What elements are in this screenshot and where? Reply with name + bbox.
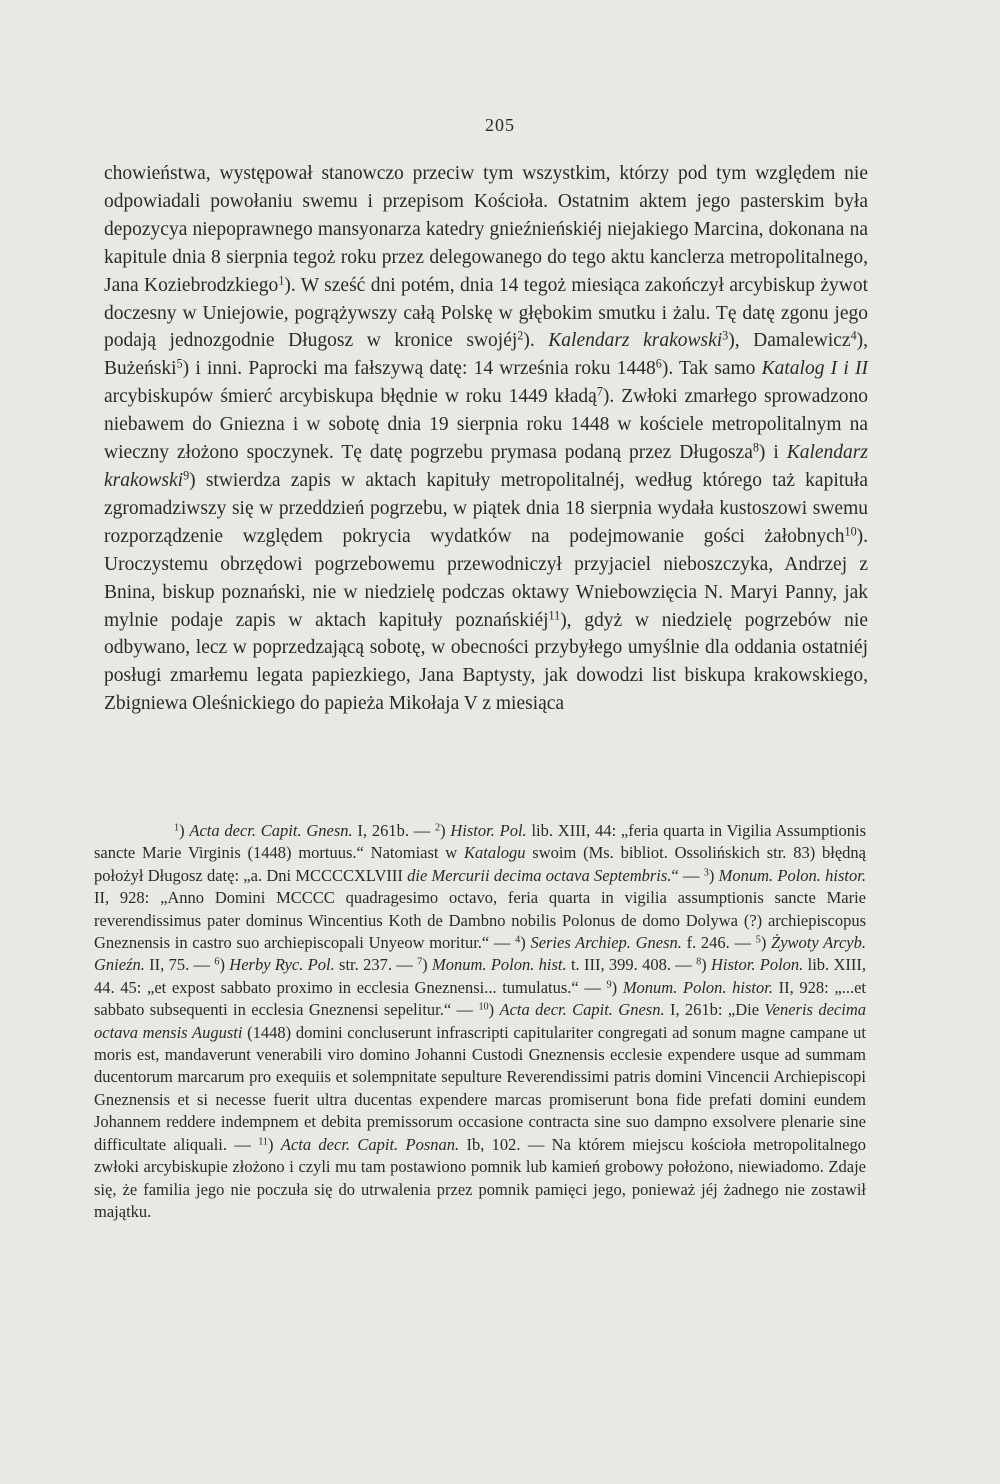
title-italic: Kalendarz krakowski: [104, 442, 868, 491]
footnote-ref: 7: [596, 384, 603, 399]
main-text: [104, 160, 868, 718]
footnote-ref: 1: [278, 272, 285, 287]
footnote-ref: 3: [722, 328, 729, 343]
body-paragraph: chowieństwa, występował stanowczo przeciw tym wszystkim, którzy pod tym względem nie odpowiadali powołaniu swemu i przepisom Kościoła. Ostatnim aktem jego pasterskim była depozycya niepoprawnego mansyonarza katedry gnieźnieńskiéj niejakiego Marcina, dokonana na kapitule dnia 8 sierpnia tegoż roku przez delegowanego do tego aktu kanclerza metropolitalnego, Jana Koziebrodzkiego$^1$). W sześć dni potém, dnia 14 tegoż miesiąca zakończył arcybiskup żywot doczesny w Uniejowie, pogrążywszy całą Polskę w głębokim smutku i żalu. Tę datę zgonu jego podają jednozgodnie Długosz w kronice swojéj$^2$). Kalendarz krakowski$^3$), Damalewicz$^4$), Bużeński$^5$) i inni. Paprocki ma fałszywą datę: 14 września roku 1448$^6$). Tak samo Katalog I i II arcybiskupów śmierć arcybiskupa błędnie w roku 1449 kładą$^7$). Zwłoki zmarłego sprowadzono niebawem do Gniezna i w sobotę dnia 19 sierpnia roku 1448 w kościele metropolitalnym na wieczny złożono spoczynek. Tę datę pogrzebu prymasa podaną przez Długosza$^8$) i Kalendarz krakowski$^9$) stwierdza zapis w aktach kapituły metropolitalnéj, według którego taż kapituła zgromadziwszy się w przeddzień pogrzebu, w piątek dnia 18 sierpnia wydała kustoszowi swemu rozporządzenie względem pokrycia wydatków na podejmowanie gości żałobnych$^{10}$). Uroczystemu obrzędowi pogrzebowemu przewodniczył przyjaciel nieboszczyka, Andrzej z Bnina, biskup poznański, nie w niedzielę podczas oktawy Wniebowzięcia N. Maryi Panny, jak mylnie podaje zapis w aktach kapituły poznańskiéj$^{11}$), gdyż w niedzielę pogrzebów nie odbywano, lecz w poprzedzającą sobotę, w obecności przybyłego umyślnie dla oddania ostatniéj posługi zmarłemu legata papiezkiego, Jana Baptysty, jak dowodzi list biskupa krakowskiego, Zbigniewa Oleśnickiego do papieża Mikołaja V z miesiąca: [104, 163, 868, 715]
footnote-ref: 6: [655, 356, 662, 371]
footnote-ref: 5: [176, 356, 183, 371]
footnote-ref: 4: [850, 328, 857, 343]
footnote-ref: 9: [183, 468, 190, 483]
page-number: 205: [485, 115, 515, 135]
footnote-ref: 10: [844, 524, 857, 539]
footnote-block: $^1$) Acta decr. Capit. Gnesn. I, 261b. — $^2$) Histor. Pol. lib. XIII, 44: „feria quarta in Vigilia Assumptionis sancte Marie Virginis (1448) mortuus.“ Natomiast w Katalogu swoim (Ms. bibliot. Ossolińskich str. 83) błędną położył Długosz datę: „a. Dni MCCCCXLVIII die Mercurii decima octava Septembris.“ — $^3$) Monum. Polon. histor. II, 928: „Anno Domini MCCCC quadragesimo octavo, feria quarta in vigilia assumptionis sancte Marie reverendissimus pater dominus Wincentius Koth de Dambno nobilis Polonus de domo Dolywa (?) archiepiscopus Gneznensis in castro suo archiepiscopali Unyeow moritur.“ — $^4$) Series Archiep. Gnesn. f. 246. — $^5$) Żywoty Arcyb. Gnieźn. II, 75. — $^6$) Herby Ryc. Pol. str. 237. — $^7$) Monum. Polon. hist. t. III, 399. 408. — $^8$) Histor. Polon. lib. XIII, 44. 45: „et expost sabbato proximo in ecclesia Gneznensi... tumulatus.“ — $^9$) Monum. Polon. histor. II, 928: „...et sabbato subsequenti in ecclesia Gneznensi sepelitur.“ — $^{10}$) Acta decr. Capit. Gnesn. I, 261b: „Die Veneris decima octava mensis Augusti (1448) domini concluserunt infrascripti capitulariter congregati ad sonum magne campane ut moris est, mandaverunt venerabili viro domino Johanni Custodi Gneznensis ecclesie expendere usque ad summam ducentorum marcarum pro exequiis et solempnitate sepulture Reverendissimi patris domini Vincencii Archiepiscopi Gneznensis et si necesse fuerit ultra ducentas expendere marcas promiserunt bona fide prefati domini eundem Johannem reddere indempnem et debita premissorum occasione contracta sine suo dampno exsolvere plenarie sine difficultate aliquali. — $^{11}$) Acta decr. Capit. Posnan. Ib, 102. — Na którem miejscu kościoła metropolitalnego zwłoki arcybiskupie złożono i czyli mu tam postawiono pomnik lub kamień grobowy położono, niewiadomo. Zdaje się, że familia jego nie poczuła się do utrwalenia przez pomnik pamięci jego, ponieważ jéj żadnego nie zostawił majątku.: [94, 821, 867, 1221]
footnote-ref: 2: [517, 328, 524, 343]
footnotes: [94, 820, 866, 1223]
title-italic: Kalendarz krakowski: [548, 330, 723, 352]
footnote-ref: 8: [752, 440, 759, 455]
footnote-ref: 11: [548, 607, 561, 622]
title-italic: Katalog I i II: [761, 358, 868, 380]
